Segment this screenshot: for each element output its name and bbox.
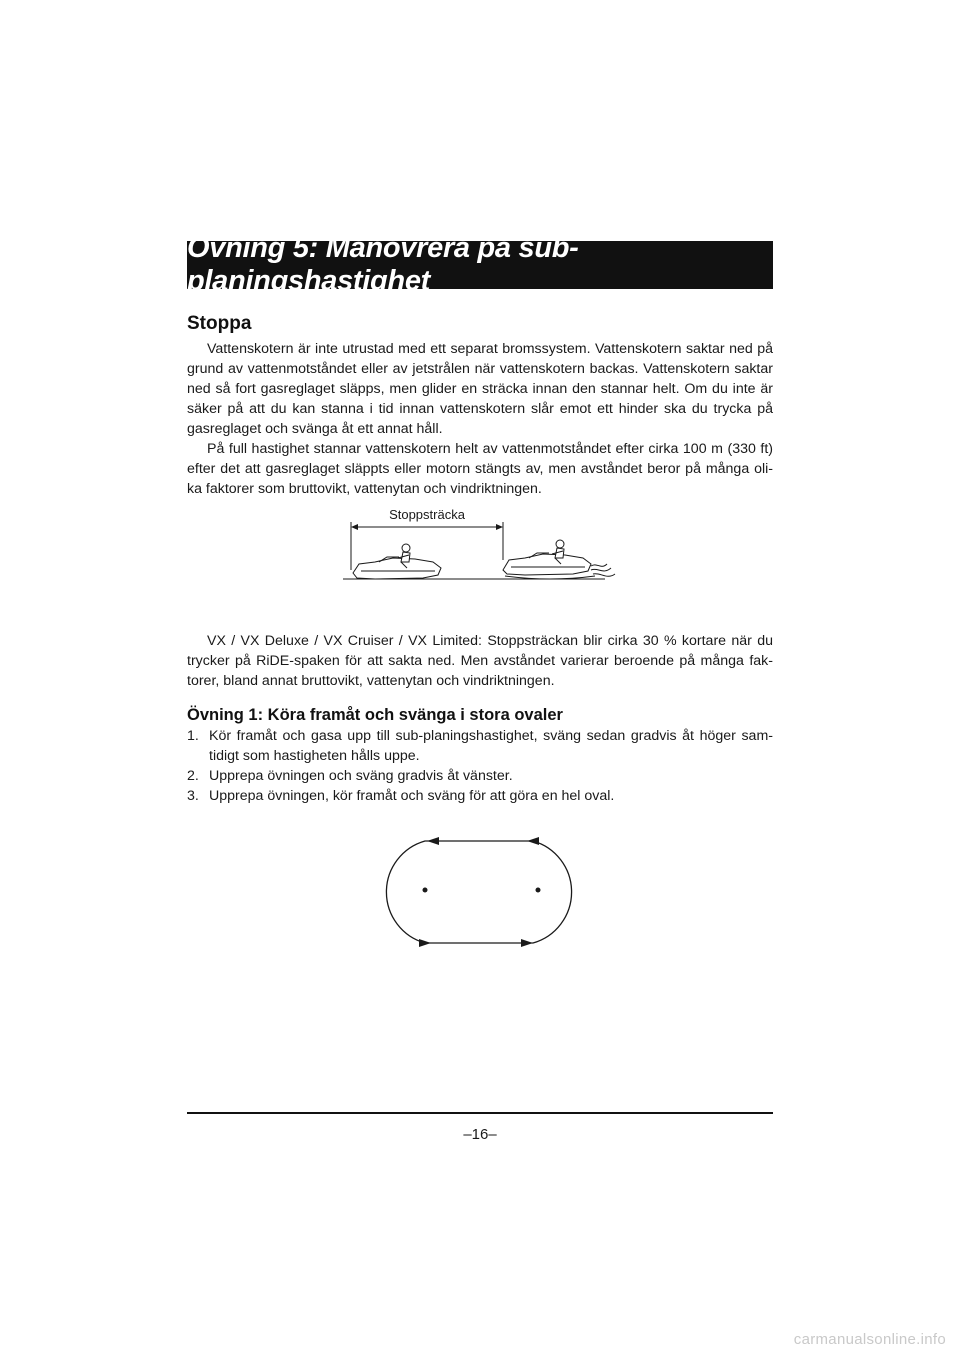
- arrow-left-icon: [427, 837, 439, 845]
- paragraph-stop-1-text: Vattenskotern är inte utrustad med ett separat bromssystem. Vattenskotern saktar ned på grund av vattenmotståndet eller av jetstrålen när vattenskotern backas. Vattenskotern saktar ned så fort gasreglaget släpps, men glider en sträcka innan den stannar helt. Om du inte är säker på att du kan stanna i tid innan vattenskotern slår emot ett hinder ska du trycka på gasreglaget och svänga åt ett annat håll.: [187, 341, 773, 437]
- list-item-number: 2.: [187, 768, 199, 784]
- watercraft-moving-icon: [503, 540, 615, 579]
- turn-point-right: [536, 888, 541, 893]
- list-item-text: Upprepa övningen och sväng gradvis åt vänster.: [209, 768, 513, 784]
- arrow-left-icon: [527, 837, 539, 845]
- list-item-text: Upprepa övningen, kör framåt och sväng för att göra en hel oval.: [209, 788, 615, 804]
- section-heading-exercise-1: Övning 1: Köra framåt och svänga i stora ovaler: [187, 706, 563, 724]
- list-item-text: Kör framåt och gasa upp till sub-planingshastighet, sväng sedan gradvis åt höger sam-tidigt som hastigheten hålls uppe.: [209, 728, 773, 764]
- list-item-number: 3.: [187, 788, 199, 804]
- turn-point-left: [423, 888, 428, 893]
- arrow-right-icon: [521, 939, 533, 947]
- paragraph-stop-1: [187, 339, 773, 439]
- oval-course-diagram: [365, 830, 595, 955]
- exercise-steps-list: [187, 726, 773, 806]
- paragraph-stop-2-text: På full hastighet stannar vattenskotern helt av vattenmotståndet efter cirka 100 m (330 ft) efter det att gasreglaget släppts eller motorn stängts av, men avståndet beror på många oli-ka faktorer som bruttovikt, vattenytan och vindriktningen.: [187, 441, 773, 497]
- chapter-title: Övning 5: Manövrera på sub-planingshastighet: [187, 232, 579, 297]
- chapter-title-banner: [187, 232, 773, 297]
- list-item: [187, 766, 773, 786]
- list-item: [187, 726, 773, 766]
- watercraft-stopped-icon: [353, 544, 441, 579]
- paragraph-stop-2: [187, 439, 773, 499]
- section-heading-stop: Stoppa: [187, 313, 252, 334]
- list-item-number: 1.: [187, 728, 199, 744]
- watermark: carmanualsonline.info: [793, 1331, 946, 1348]
- figure-label-stopping-distance: Stoppsträcka: [389, 507, 465, 522]
- page-number: –16–: [463, 1126, 497, 1143]
- paragraph-ride-note-text: VX / VX Deluxe / VX Cruiser / VX Limited: Stoppsträckan blir cirka 30 % kortare när du trycker på RiDE-spaken för att sakta ned. Men avståndet varierar beroende på många fak-torer, bland annat bruttovikt, vattenytan och vindriktningen.: [187, 633, 773, 689]
- footer-rule: [187, 1112, 773, 1114]
- paragraph-ride-note: [187, 631, 773, 691]
- list-item: [187, 786, 773, 806]
- arrow-right-icon: [419, 939, 431, 947]
- oval-path: [386, 841, 571, 943]
- stopping-distance-figure: [335, 500, 630, 595]
